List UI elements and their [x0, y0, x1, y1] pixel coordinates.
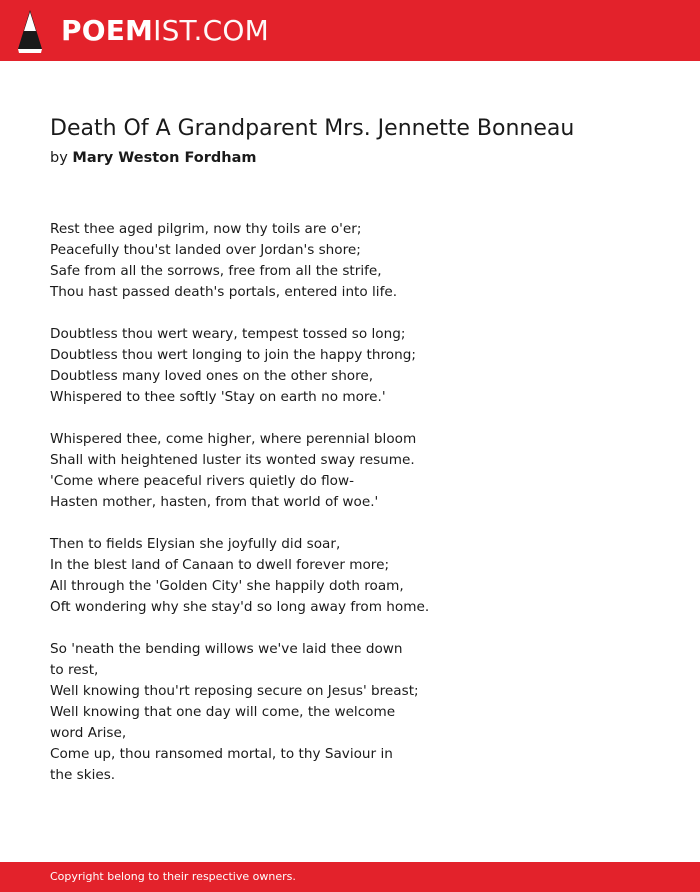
poem-byline	[50, 150, 257, 166]
logo-wordmark-bold: POEM	[61, 14, 154, 47]
poem-line: to rest,	[50, 662, 99, 678]
site-header	[0, 0, 700, 61]
poem-line: Whispered to thee softly 'Stay on earth no more.'	[50, 389, 386, 405]
poem-line: Doubtless many loved ones on the other shore,	[50, 368, 374, 384]
poem-line: Doubtless thou wert weary, tempest tossed so long;	[50, 326, 406, 342]
poem-line: Thou hast passed death's portals, entered into life.	[50, 284, 398, 300]
site-logo-link[interactable]	[17, 8, 269, 54]
poem-line: Whispered thee, come higher, where perennial bloom	[50, 431, 417, 447]
copyright-notice: Copyright belong to their respective owners.	[50, 870, 296, 883]
poem-line: Hasten mother, hasten, from that world of woe.'	[50, 494, 379, 510]
poem-line: Safe from all the sorrows, free from all the strife,	[50, 263, 382, 279]
poem-stanza	[50, 534, 670, 618]
by-label: by	[50, 150, 68, 166]
poem-stanza	[50, 639, 670, 786]
poem-line: Oft wondering why she stay'd so long away from home.	[50, 599, 430, 615]
poem-stanza	[50, 324, 670, 408]
pencil-tip-icon	[17, 9, 43, 53]
poem-title: Death Of A Grandparent Mrs. Jennette Bonneau	[50, 116, 575, 141]
poem-stanza	[50, 429, 670, 513]
poem-line: All through the 'Golden City' she happily doth roam,	[50, 578, 404, 594]
poem-line: word Arise,	[50, 725, 127, 741]
poem-stanza	[50, 219, 670, 303]
poem-line: Rest thee aged pilgrim, now thy toils are o'er;	[50, 221, 362, 237]
author-name: Mary Weston Fordham	[72, 150, 257, 166]
poem-line: the skies.	[50, 767, 116, 783]
poem-line: Then to fields Elysian she joyfully did soar,	[50, 536, 341, 552]
logo-wordmark-light: IST.COM	[153, 14, 269, 47]
poem-line: Well knowing that one day will come, the welcome	[50, 704, 396, 720]
poem-line: 'Come where peaceful rivers quietly do flow-	[50, 473, 354, 489]
poem-line: Come up, thou ransomed mortal, to thy Saviour in	[50, 746, 393, 762]
site-footer	[0, 862, 700, 892]
poem-line: Shall with heightened luster its wonted sway resume.	[50, 452, 415, 468]
poem-body	[50, 219, 670, 807]
poem-line: Doubtless thou wert longing to join the happy throng;	[50, 347, 416, 363]
poem-line: So 'neath the bending willows we've laid thee down	[50, 641, 403, 657]
poem-line: Well knowing thou'rt reposing secure on Jesus' breast;	[50, 683, 419, 699]
poem-line: In the blest land of Canaan to dwell forever more;	[50, 557, 390, 573]
logo-wordmark	[61, 14, 269, 47]
poem-line: Peacefully thou'st landed over Jordan's shore;	[50, 242, 361, 258]
